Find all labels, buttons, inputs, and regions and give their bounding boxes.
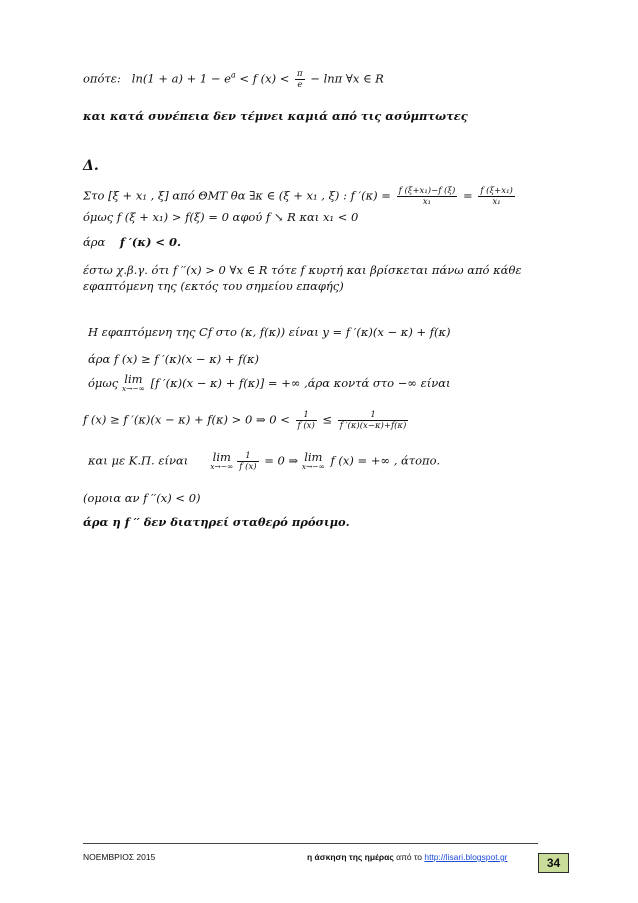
line-similar-case: (ομοια αν f ′′(x) < 0)	[83, 491, 201, 505]
chain-text: f (x) ≥ f ′(κ)(x − κ) + f(κ) > 0 ⇒ 0 <	[83, 412, 290, 427]
omos-word: όμως	[88, 376, 122, 390]
contradiction-text: f (x) = +∞ , άτοπο.	[326, 453, 441, 468]
limit-expression: [f ′(κ)(x − κ) + f(κ)] = +∞ ,άρα κοντά στο −∞ είναι	[146, 376, 451, 390]
footer-credit-bold: η άσκηση της ημέρας	[307, 852, 394, 862]
derivative-negative: f ′(κ) < 0.	[119, 235, 182, 249]
footer-blog-link[interactable]: http://lisari.blogspot.gr	[424, 852, 508, 862]
squeeze-text: και με Κ.Π. είναι	[88, 453, 189, 468]
footer-divider	[83, 843, 538, 844]
line-assume-convex: έστω χ.β.γ. ότι f ′′(x) > 0 ∀x ∈ R τότε f κυρτή και βρίσκεται πάνω από κάθε	[83, 263, 522, 277]
ara-word: άρα	[83, 235, 106, 249]
mvt-fraction-1: $\frac{\text{f (ξ+x₁)−f (ξ)}}{\text{x₁}}$	[398, 186, 456, 207]
page-number-badge: 34	[538, 853, 569, 873]
implies-text: = 0 ⇒	[260, 453, 302, 468]
section-heading-delta: Δ.	[83, 158, 99, 174]
limit-operator-2: lim x→−∞	[301, 449, 325, 471]
limit-operator-1: lim x→−∞	[210, 449, 234, 471]
one-over-tangent-fraction: $\frac{1}{f '(\kappa)(x-\kappa)+f(\kappa)}$	[339, 410, 407, 431]
word-opote: οπότε	[83, 71, 117, 86]
line-tangent-note: εφαπτόμενη της (εκτός του σημείου επαφής)	[83, 279, 344, 293]
line-chain-inequality	[83, 410, 410, 431]
expr-part2: < f (x) <	[235, 71, 294, 86]
footer-credit-mid: από το	[393, 852, 425, 862]
mvt-text: Στο [ξ + x₁ , ξ] από ΘΜΤ θα ∃κ ∈ (ξ + x₁ , ξ) : f ′(κ) =	[83, 188, 391, 203]
line-inequality: οπότε: $\ln(1 + a) + 1 - e^a < f$ (x) < $\frac{\pi}{e}$ − lnπ ∀x ∈ R	[83, 69, 384, 90]
le-sign: ≤	[318, 412, 336, 427]
expr-sup: a	[231, 70, 236, 80]
limit-operator: lim x→−∞	[121, 372, 145, 393]
expr-part1: ln(1 + a) + 1 − e	[131, 71, 231, 86]
line-mvt	[83, 186, 517, 207]
line-ara-derivative	[83, 235, 181, 249]
footer-date: ΝΟΕΜΒΡΙΟΣ 2015	[83, 852, 156, 862]
expr-part3: − lnπ ∀x ∈ R	[310, 71, 384, 86]
line-conclusion-asymptotes: και κατά συνέπεια δεν τέμνει καμιά από τις ασύμπτωτες	[83, 109, 468, 123]
mvt-equals: =	[459, 188, 477, 203]
line-ara-inequality: άρα f (x) ≥ f ′(κ)(x − κ) + f(κ)	[88, 352, 259, 366]
line-limit-infinity	[88, 374, 451, 394]
footer-credit	[307, 852, 508, 862]
line-squeeze	[88, 451, 440, 472]
line-final-conclusion: άρα η f ′′ δεν διατηρεί σταθερό πρόσιμο.	[83, 515, 350, 529]
pi-over-e-fraction: $\frac{\pi}{e}$	[297, 69, 303, 90]
line-tangent-equation: Η εφαπτόμενη της Cf στο (κ, f(κ)) είναι y = f ′(κ)(x − κ) + f(κ)	[88, 325, 451, 339]
one-over-f-fraction: $\frac{1}{f (x)}$	[297, 410, 315, 431]
squeeze-fraction: $\frac{1}{f (x)}$	[239, 451, 257, 472]
mvt-fraction-2: $\frac{\text{f (ξ+x₁)}}{\text{x₁}}$	[480, 186, 513, 207]
line-omos: όμως f (ξ + x₁) > f(ξ) = 0 αφού f ↘ R και x₁ < 0	[83, 210, 359, 224]
